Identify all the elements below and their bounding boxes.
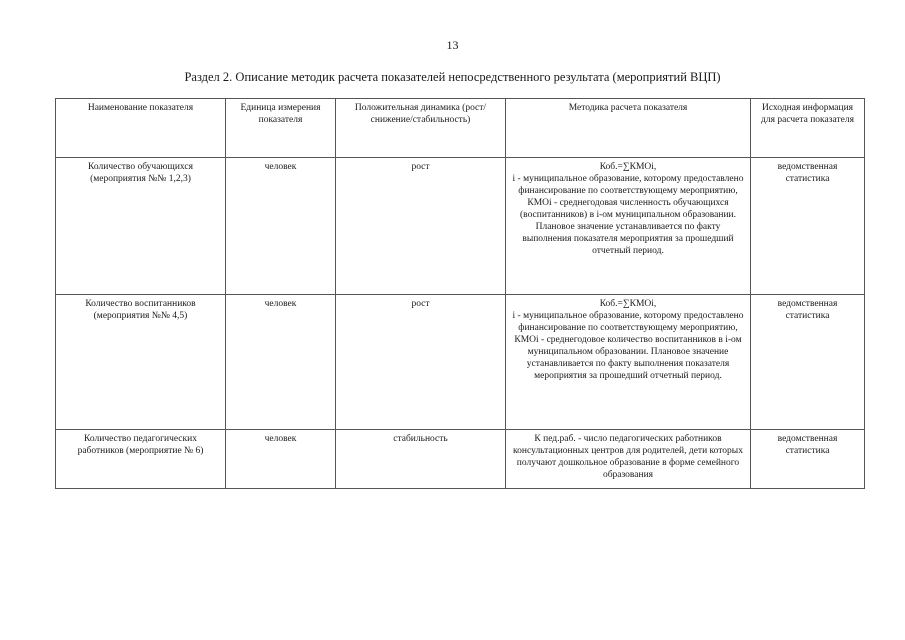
indicator-dynamics: рост — [336, 158, 506, 295]
indicator-dynamics: рост — [336, 295, 506, 430]
indicator-dynamics: стабильность — [336, 430, 506, 489]
header-indicator-name: Наименование показателя — [56, 99, 226, 158]
indicator-name: Количество обучающихся (мероприятия №№ 1,2,3) — [56, 158, 226, 295]
method-formula: Коб.=∑КМОi, — [599, 299, 657, 309]
indicator-source: ведомственная статистика — [751, 295, 865, 430]
method-description: К пед.раб. - число педагогических работников консультационных центров для родителей, дети которых получают дошкольное образование в форме семейного образования — [513, 434, 743, 480]
indicators-table — [55, 98, 865, 489]
indicator-method — [506, 430, 751, 489]
indicator-name: Количество педагогических работников (мероприятие № 6) — [56, 430, 226, 489]
table-row — [56, 295, 865, 430]
indicator-source: ведомственная статистика — [751, 158, 865, 295]
method-formula: Коб.=∑КМОi, — [599, 162, 657, 172]
header-source: Исходная информация для расчета показателя — [751, 99, 865, 158]
header-method: Методика расчета показателя — [506, 99, 751, 158]
indicator-name: Количество воспитанников (мероприятия №№ 4,5) — [56, 295, 226, 430]
header-unit: Единица измерения показателя — [226, 99, 336, 158]
page-number: 13 — [446, 38, 459, 52]
indicator-method — [506, 295, 751, 430]
indicator-unit: человек — [226, 295, 336, 430]
indicator-unit: человек — [226, 430, 336, 489]
indicator-unit: человек — [226, 158, 336, 295]
table-header-row — [56, 99, 865, 158]
method-description: i - муниципальное образование, которому предоставлено финансирование по соответствующему мероприятию, КМОi - среднегодовая численность обучающихся (воспитанников) в i-ом муниципальном образовании. Плановое значение устанавливается по факту выполнения показателя мероприятия за прошедший отчетный период. — [512, 174, 744, 256]
indicator-method — [506, 158, 751, 295]
indicator-source: ведомственная статистика — [751, 430, 865, 489]
method-description: i - муниципальное образование, которому предоставлено финансирование по соответствующему мероприятию, КМОi - среднегодовое количество воспитанников в i-ом муниципальном образовании. Плановое значение устанавливается по факту выполнения показателя мероприятия за прошедший отчетный период. — [512, 311, 744, 381]
table-row — [56, 158, 865, 295]
header-dynamics: Положительная динамика (рост/снижение/стабильность) — [336, 99, 506, 158]
table-row — [56, 430, 865, 489]
section-title: Раздел 2. Описание методик расчета показателей непосредственного результата (мероприятий ВЦП) — [184, 70, 721, 84]
